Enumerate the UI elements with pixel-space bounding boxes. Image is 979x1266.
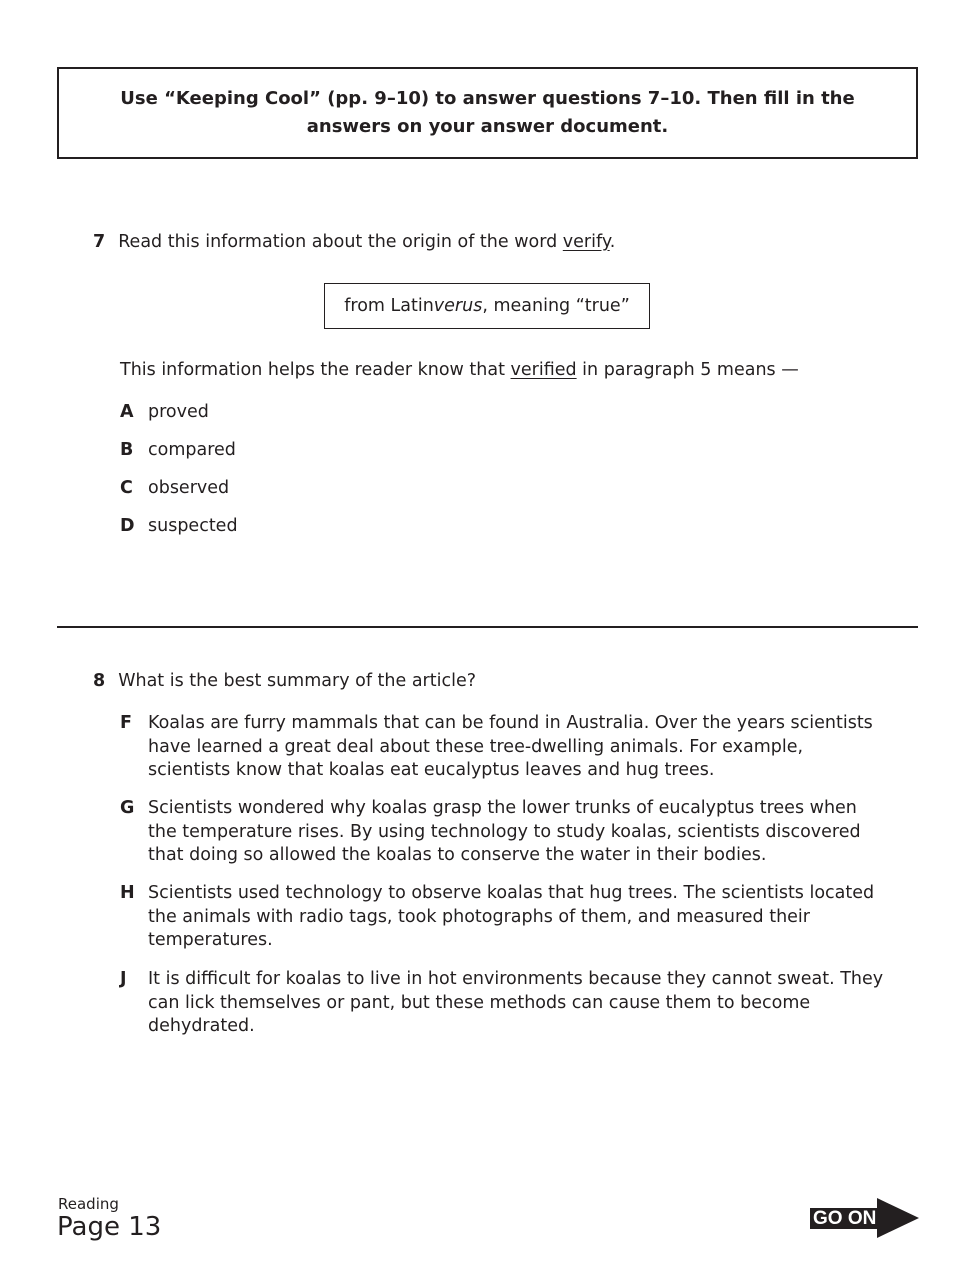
option-letter: H <box>120 883 135 903</box>
go-on-label: GO ON <box>810 1208 878 1229</box>
prompt-text: Read this information about the origin of the word <box>118 232 563 252</box>
origin-meaning: , meaning “true” <box>482 296 630 316</box>
question-number: 7 <box>93 232 106 252</box>
option-letter: D <box>120 516 135 536</box>
option-text: It is difficult for koalas to live in hot environments because they cannot sweat. They can lick themselves or pant, but these methods can cause them to become dehydrated. <box>148 969 884 1036</box>
go-on-arrow-icon <box>810 1198 920 1238</box>
question-7-prompt <box>93 232 615 252</box>
option-text: Scientists used technology to observe koalas that hug trees. The scientists located the animals with radio tags, took photographs of them, and measured their temperatures. <box>148 883 875 950</box>
word-origin-box <box>324 283 650 329</box>
answer-option-j[interactable] <box>120 968 888 1039</box>
latin-word: verus <box>433 296 483 316</box>
answer-option-h[interactable] <box>120 882 888 953</box>
answer-option-b[interactable] <box>120 439 888 463</box>
option-text: proved <box>148 402 209 422</box>
option-letter: A <box>120 402 134 422</box>
option-letter: G <box>120 798 135 818</box>
option-letter: C <box>120 478 133 498</box>
option-letter: F <box>120 713 132 733</box>
option-text: observed <box>148 478 230 498</box>
answer-option-c[interactable] <box>120 477 888 501</box>
footer-subject: Reading <box>58 1195 119 1213</box>
instructions-text: Use “Keeping Cool” (pp. 9–10) to answer questions 7–10. Then fill in the answers on your answer document. <box>120 88 855 137</box>
prompt-text-end: . <box>609 232 616 252</box>
answer-option-a[interactable] <box>120 401 888 425</box>
answer-option-d[interactable] <box>120 515 888 539</box>
option-text: suspected <box>148 516 238 536</box>
stem-text-end: in paragraph 5 means — <box>576 360 799 380</box>
answer-option-g[interactable] <box>120 797 888 868</box>
option-text: compared <box>148 440 236 460</box>
option-text: Scientists wondered why koalas grasp the lower trunks of eucalyptus trees when the temperature rises. By using technology to study koalas, scientists discovered that doing so allowed the koalas to conserve the water in their bodies. <box>148 798 861 865</box>
underlined-word: verify <box>562 232 610 252</box>
prompt-text: What is the best summary of the article? <box>118 671 477 691</box>
answer-option-f[interactable] <box>120 712 888 783</box>
question-8-prompt <box>93 671 476 691</box>
underlined-word: verified <box>510 360 577 380</box>
question-number: 8 <box>93 671 106 691</box>
footer-page-number: Page 13 <box>57 1212 162 1242</box>
stem-text: This information helps the reader know that <box>120 360 511 380</box>
arrow-head-icon <box>877 1198 919 1238</box>
option-letter: J <box>120 969 127 989</box>
option-letter: B <box>120 440 134 460</box>
origin-text: from Latin <box>344 296 434 316</box>
question-7-stem <box>120 360 799 380</box>
instructions-box <box>57 67 918 159</box>
option-text: Koalas are furry mammals that can be found in Australia. Over the years scientists have learned a great deal about these tree-dwelling animals. For example, scientists know that koalas eat eucalyptus leaves and hug trees. <box>148 713 873 780</box>
section-divider <box>57 626 918 628</box>
